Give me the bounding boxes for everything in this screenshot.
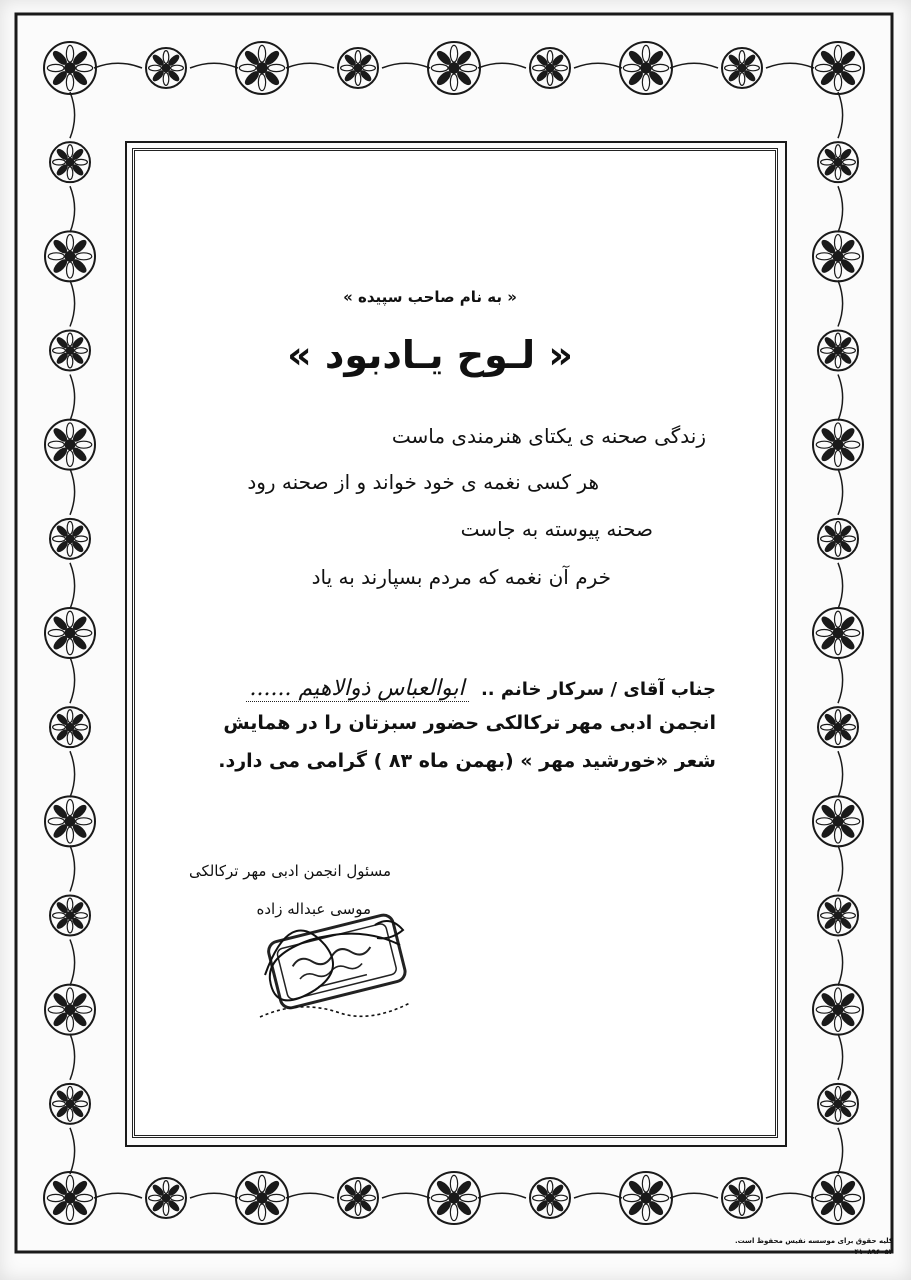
vine-scroll	[70, 469, 75, 515]
recipient-name: ابوالعباس ذوالاهیم ......	[246, 676, 469, 702]
floral-motif	[50, 896, 90, 936]
floral-motif	[818, 896, 858, 936]
floral-motif	[818, 519, 858, 559]
vine-scroll	[838, 469, 843, 515]
vine-scroll	[382, 63, 430, 68]
vine-scroll	[70, 1128, 75, 1174]
vine-scroll	[70, 1034, 75, 1080]
vine-scroll	[766, 1193, 814, 1198]
vine-scroll	[70, 186, 75, 232]
vine-scroll	[70, 375, 75, 421]
vine-scroll	[838, 657, 843, 703]
floral-motif	[50, 331, 90, 371]
floral-motif	[722, 1178, 762, 1218]
floral-motif	[45, 985, 95, 1035]
poem-line-2: هر کسی نغمه ی خود خواند و از صحنه رود	[247, 470, 599, 494]
vine-scroll	[838, 186, 843, 232]
vine-scroll	[670, 63, 718, 68]
vine-scroll	[70, 940, 75, 986]
floral-motif	[45, 608, 95, 658]
floral-motif	[620, 42, 672, 94]
vine-scroll	[70, 751, 75, 797]
vine-scroll	[838, 375, 843, 421]
vine-scroll	[70, 563, 75, 609]
footer-phone: ۰۴۱۰۸۹۶۰۵۲	[850, 1248, 893, 1256]
certificate-title: « لـوح یـادبود »	[287, 333, 573, 377]
vine-scroll	[70, 280, 75, 326]
vine-scroll	[190, 63, 238, 68]
floral-motif	[818, 707, 858, 747]
vine-scroll	[478, 63, 526, 68]
floral-motif	[818, 1084, 858, 1124]
vine-scroll	[838, 845, 843, 891]
vine-scroll	[286, 1193, 334, 1198]
floral-motif	[236, 1172, 288, 1224]
floral-motif	[813, 231, 863, 281]
vine-scroll	[838, 940, 843, 986]
floral-motif	[812, 42, 864, 94]
footer-copyright: کلیه حقوق برای موسسه نفیس محفوظ است.	[734, 1237, 893, 1245]
vine-scroll	[70, 92, 75, 138]
vine-scroll	[766, 63, 814, 68]
salutation	[246, 676, 716, 702]
floral-motif	[813, 608, 863, 658]
floral-motif	[338, 1178, 378, 1218]
floral-motif	[146, 48, 186, 88]
floral-motif	[50, 142, 90, 182]
signatory-role: مسئول انجمن ادبی مهر ترکالکی	[188, 862, 391, 880]
official-stamp	[255, 905, 425, 1035]
floral-motif	[813, 420, 863, 470]
floral-motif	[722, 48, 762, 88]
floral-motif	[620, 1172, 672, 1224]
body-line-2: شعر «خورشید مهر » (بهمن ماه ۸۳ ) گرامی می دارد.	[218, 750, 716, 772]
poem-line-1: زندگی صحنه ی یکتای هنرمندی ماست	[391, 424, 706, 448]
floral-motif	[813, 985, 863, 1035]
vine-scroll	[838, 280, 843, 326]
vine-scroll	[70, 845, 75, 891]
floral-motif	[146, 1178, 186, 1218]
invocation: « به نام صاحب سپیده »	[343, 288, 517, 306]
floral-motif	[530, 48, 570, 88]
poem-line-4: خرم آن نغمه که مردم بسپارند به یاد	[311, 565, 611, 589]
vine-scroll	[838, 1034, 843, 1080]
vine-scroll	[670, 1193, 718, 1198]
floral-motif	[812, 1172, 864, 1224]
poem-line-3: صحنه پیوسته به جاست	[460, 517, 653, 541]
floral-motif	[428, 1172, 480, 1224]
vine-scroll	[574, 1193, 622, 1198]
vine-scroll	[838, 751, 843, 797]
floral-motif	[50, 707, 90, 747]
vine-scroll	[94, 63, 142, 68]
floral-motif	[818, 331, 858, 371]
floral-motif	[45, 420, 95, 470]
vine-scroll	[286, 63, 334, 68]
body-line-1: انجمن ادبی مهر ترکالکی حضور سبزتان را در همایش	[223, 712, 716, 734]
floral-motif	[530, 1178, 570, 1218]
vine-scroll	[70, 657, 75, 703]
floral-motif	[236, 42, 288, 94]
floral-motif	[50, 519, 90, 559]
signatory-name: موسی عبداله زاده	[256, 900, 371, 918]
vine-scroll	[382, 1193, 430, 1198]
floral-motif	[818, 142, 858, 182]
footer-note	[735, 1236, 893, 1258]
floral-motif	[45, 796, 95, 846]
vine-scroll	[94, 1193, 142, 1198]
floral-motif	[338, 48, 378, 88]
salutation-prefix: جناب آقای / سرکار خانم ..	[480, 679, 716, 700]
vine-scroll	[478, 1193, 526, 1198]
vine-scroll	[838, 1128, 843, 1174]
floral-motif	[428, 42, 480, 94]
vine-scroll	[838, 563, 843, 609]
floral-motif	[50, 1084, 90, 1124]
floral-motif	[813, 796, 863, 846]
vine-scroll	[574, 63, 622, 68]
floral-motif	[45, 231, 95, 281]
vine-scroll	[190, 1193, 238, 1198]
floral-motif	[44, 42, 96, 94]
floral-motif	[44, 1172, 96, 1224]
vine-scroll	[838, 92, 843, 138]
